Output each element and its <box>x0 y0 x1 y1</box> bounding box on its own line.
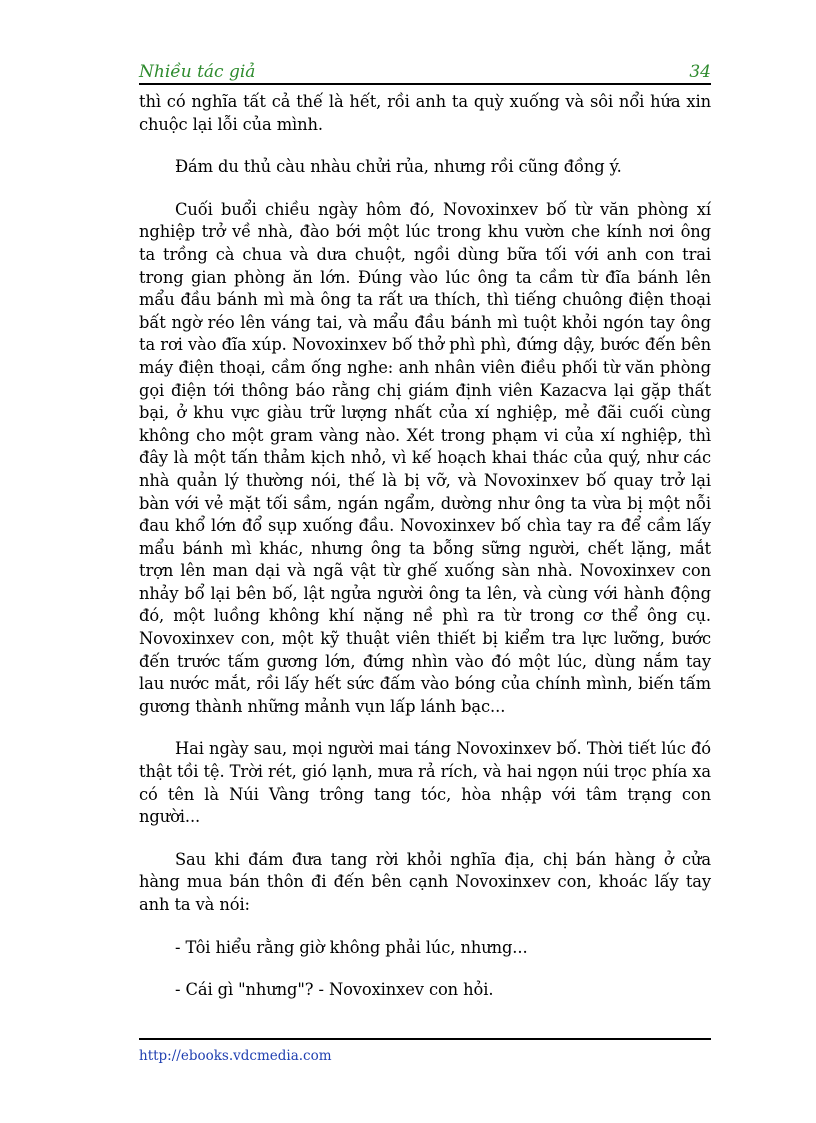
paragraph: thì có nghĩa tất cả thế là hết, rồi anh ta quỳ xuống và sôi nổi hứa xin chuộc lại lỗi của mình. <box>139 92 711 134</box>
paragraph: - Tôi hiểu rằng giờ không phải lúc, nhưng... <box>175 937 528 957</box>
page <box>139 58 711 1022</box>
page-footer <box>139 1038 711 1064</box>
header-author: Nhiều tác giả <box>139 62 256 82</box>
paragraph: Cuối buổi chiều ngày hôm đó, Novoxinxev bố từ văn phòng xí nghiệp trở về nhà, đào bới một lúc trong khu vườn che kính nơi ông ta trồng cà chua và dưa chuột, ngồi dùng bữa tối với anh con trai trong gian phòng ăn lớn. Đúng vào lúc ông ta cầm từ đĩa bánh lên mẩu đầu bánh mì mà ông ta rất ưa thích, thì tiếng chuông điện thoại bất ngờ réo lên váng tai, và mẩu đầu bánh mì tuột khỏi ngón tay ông ta rơi vào đĩa xúp. Novoxinxev bố thở phì phì, đứng dậy, bước đến bên máy điện thoại, cầm ống nghe: anh nhân viên điều phối từ văn phòng gọi điện tới thông báo rằng chị giám định viên Kazacva lại gặp thất bại, ở khu vực giàu trữ lượng nhất của xí nghiệp, mẻ đãi cuối cùng không cho một gram vàng nào. Xét trong phạm vi của xí nghiệp, thì đây là một tấn thảm kịch nhỏ, vì kế hoạch khai thác của quý, như các nhà quản lý thường nói, thế là bị vỡ, và Novoxinxev bố quay trở lại bàn với vẻ mặt tối sầm, ngán ngẩm, dường như ông ta vừa bị một nỗi đau khổ lớn đổ sụp xuống đầu. Novoxinxev bố chìa tay ra để cầm lấy mẩu bánh mì khác, nhưng ông ta bỗng sững người, chết lặng, mắt trợn lên man dại và ngã vật từ ghế xuống sàn nhà. Novoxinxev con nhảy bổ lại bên bố, lật ngửa người ông ta lên, và cùng với hành động đó, một luồng không khí nặng nề phì ra từ trong cơ thể ông cụ. Novoxinxev con, một kỹ thuật viên thiết bị kiểm tra lực lưỡng, bước đến trước tấm gương lớn, đứng nhìn vào đó một lúc, dùng nắm tay lau nước mắt, rồi lấy hết sức đấm vào bóng của chính mình, biến tấm gương thành những mảnh vụn lấp lánh bạc... <box>139 199 711 716</box>
page-header <box>139 58 711 85</box>
paragraph: Hai ngày sau, mọi người mai táng Novoxinxev bố. Thời tiết lúc đó thật tồi tệ. Trời rét, gió lạnh, mưa rả rích, và hai ngọn núi trọc phía xa có tên là Núi Vàng trông tang tóc, hòa nhập với tâm trạng con người... <box>139 739 711 827</box>
footer-url-link[interactable]: http://ebooks.vdcmedia.com <box>139 1048 332 1064</box>
paragraph: Đám du thủ càu nhàu chửi rủa, nhưng rồi cũng đồng ý. <box>175 157 622 177</box>
header-page-number: 34 <box>689 62 711 82</box>
paragraph: Sau khi đám đưa tang rời khỏi nghĩa địa, chị bán hàng ở cửa hàng mua bán thôn đi đến bên cạnh Novoxinxev con, khoác lấy tay anh ta và nói: <box>139 849 711 914</box>
body-text <box>139 91 711 1002</box>
paragraph: - Cái gì "nhưng"? - Novoxinxev con hỏi. <box>175 980 494 1000</box>
